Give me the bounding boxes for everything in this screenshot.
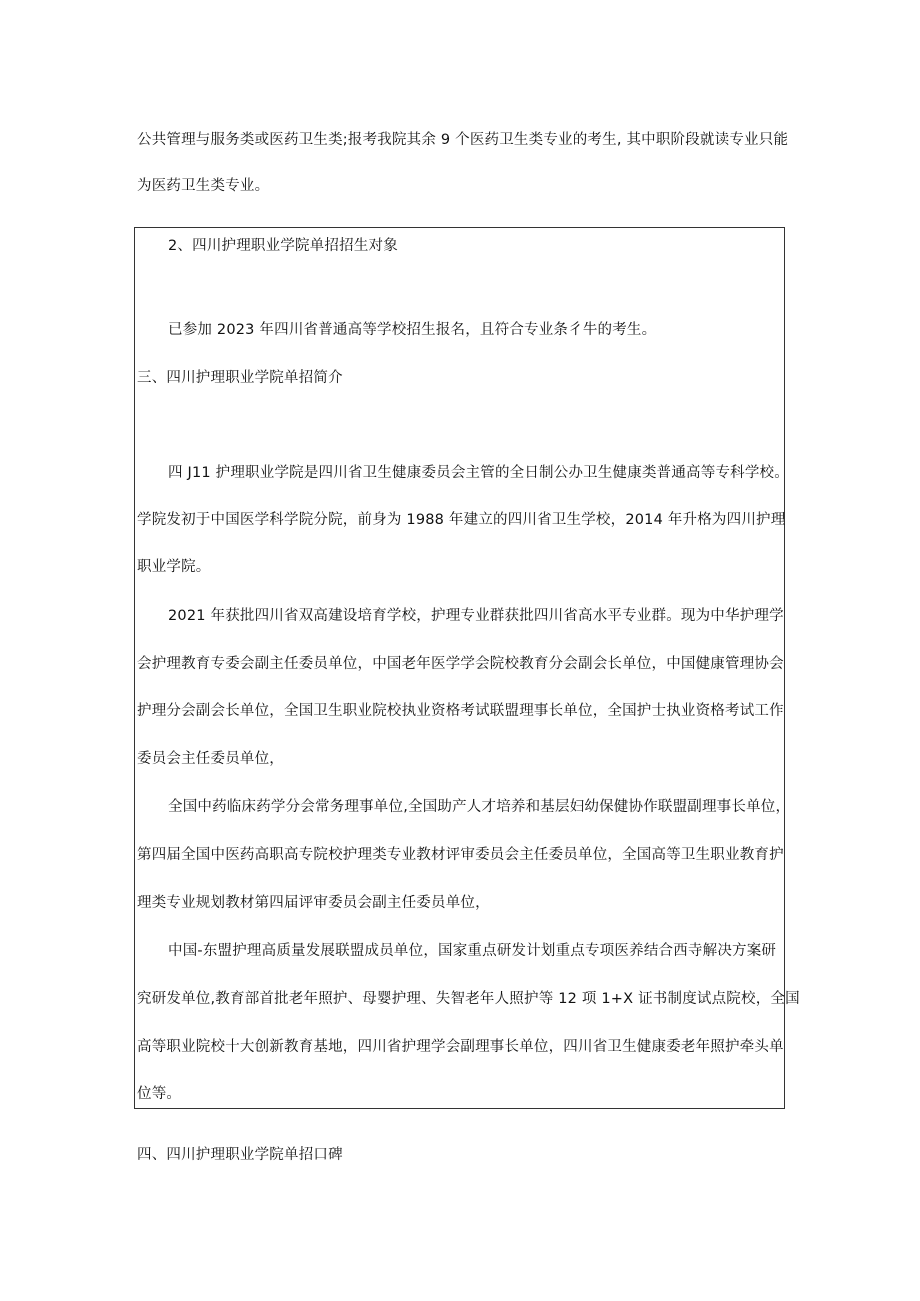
section3-p1-line-3: 职业学院。 xyxy=(137,559,211,575)
section3-p4-line-4: 位等。 xyxy=(137,1086,182,1102)
section3-p2-line-2: 会护理教育专委会副主任委员单位，中国老年医学学会院校教育分会副会长单位，中国健康管理协会 xyxy=(137,656,784,672)
section3-p2-line-4: 委员会主任委员单位， xyxy=(137,751,284,767)
section3-p2-line-1: 2021 年获批四川省双高建设培育学校，护理专业群获批四川省高水平专业群。现为中华护理学 xyxy=(168,608,784,624)
section3-p4-line-1: 中国-东盟护理高质量发展联盟成员单位，国家重点研发计划重点专项医养结合西寺解决方案研 xyxy=(168,943,777,959)
section3-p2-line-3: 护理分会副会长单位，全国卫生职业院校执业资格考试联盟理事长单位，全国护士执业资格考试工作 xyxy=(137,703,784,719)
section2-paragraph: 已参加 2023 年四川省普通高等学校招生报名，且符合专业条彳牛的考生。 xyxy=(168,322,657,338)
section3-p3-line-3: 理类专业规划教材第四届评审委员会副主任委员单位， xyxy=(137,895,490,911)
section3-p4-line-3: 高等职业院校十大创新教育基地，四川省护理学会副理事长单位，四川省卫生健康委老年照护牵头单 xyxy=(137,1039,784,1055)
section3-heading: 三、四川护理职业学院单招简介 xyxy=(137,370,343,386)
intro-line-2: 为医药卫生类专业。 xyxy=(137,178,270,194)
section2-heading: 2、四川护理职业学院单招招生对象 xyxy=(168,238,398,254)
section3-p1-line-2: 学院发初于中国医学科学院分院，前身为 1988 年建立的四川省卫生学校，2014 年升格为四川护理 xyxy=(137,512,786,528)
section4-heading: 四、四川护理职业学院单招口碑 xyxy=(137,1147,343,1163)
intro-line-1: 公共管理与服务类或医药卫生类;报考我院其余 9 个医药卫生类专业的考生, 其中职阶段就读专业只能 xyxy=(137,132,789,148)
section3-p3-line-1: 全国中药临床药学分会常务理事单位,全国助产人才培养和基层妇幼保健协作联盟副理事长单位， xyxy=(168,799,791,815)
section3-p4-line-2: 究研发单位,教育部首批老年照护、母婴护理、失智老年人照护等 12 项 1+X 证书制度试点院校，全国 xyxy=(137,991,800,1007)
section3-p1-line-1: 四 J11 护理职业学院是四川省卫生健康委员会主管的全日制公办卫生健康类普通高等专科学校。 xyxy=(168,465,789,481)
section3-p3-line-2: 第四届全国中医药高职高专院校护理类专业教材评审委员会主任委员单位，全国高等卫生职业教育护 xyxy=(137,847,784,863)
